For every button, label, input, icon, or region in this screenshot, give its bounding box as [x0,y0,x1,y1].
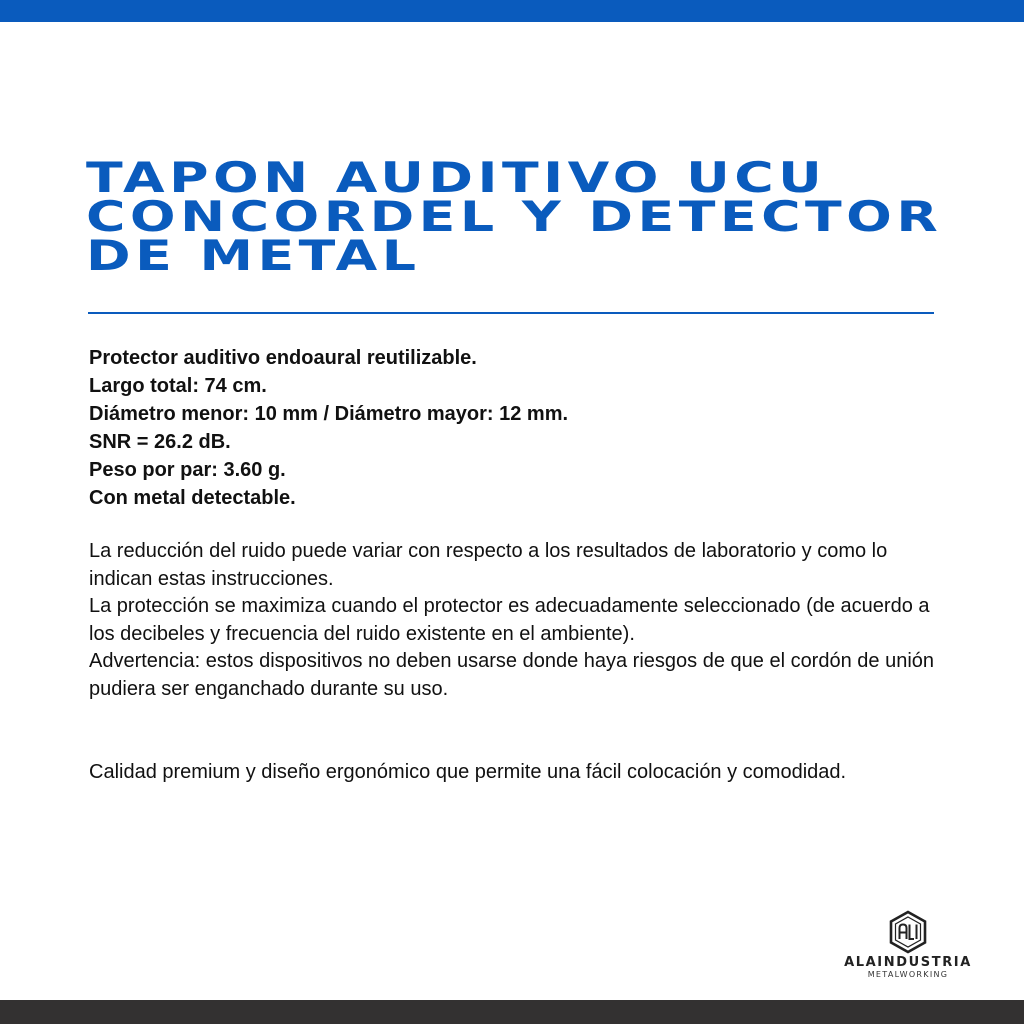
title-line-2: CONCORDEL Y DETECTOR [86,192,943,241]
title-line-3: DE METAL [86,231,421,280]
top-accent-bar [0,0,1024,22]
bottom-footer-bar [0,1000,1024,1024]
quality-block [89,759,949,787]
paragraph-warning: Advertencia: estos dispositivos no deben usarse donde haya riesgos de que el cordón de unión pudiera ser enganchado durante su uso. [89,650,935,700]
brand-tagline: METALWORKING [867,970,949,979]
paragraph-protection: La protección se maximiza cuando el protector es adecuadamente seleccionado (de acuerdo a los decibeles y frecuencia del ruido existente en el ambiente). [89,595,930,645]
description-block [89,538,949,703]
spec-item-snr: SNR = 26.2 dB. [89,431,231,453]
brand-name: ALAINDUSTRIA [844,955,972,970]
spec-list [89,344,949,512]
brand-logo [824,910,992,982]
title-line-1: TAPON AUDITIVO UCU [86,153,827,202]
paragraph-reduction: La reducción del ruido puede variar con respecto a los resultados de laboratorio y como lo indican estas instrucciones. [89,540,888,590]
page-title [86,153,1024,280]
spec-item-type: Protector auditivo endoaural reutilizable. [89,347,477,369]
spec-item-metal: Con metal detectable. [89,487,296,509]
spec-item-length: Largo total: 74 cm. [89,375,267,397]
hexagon-ali-monogram-icon [888,910,928,954]
title-divider [88,312,934,314]
spec-item-weight: Peso por par: 3.60 g. [89,459,286,481]
paragraph-quality: Calidad premium y diseño ergonómico que permite una fácil colocación y comodidad. [89,761,847,783]
spec-item-diameter: Diámetro menor: 10 mm / Diámetro mayor: 12 mm. [89,403,569,425]
